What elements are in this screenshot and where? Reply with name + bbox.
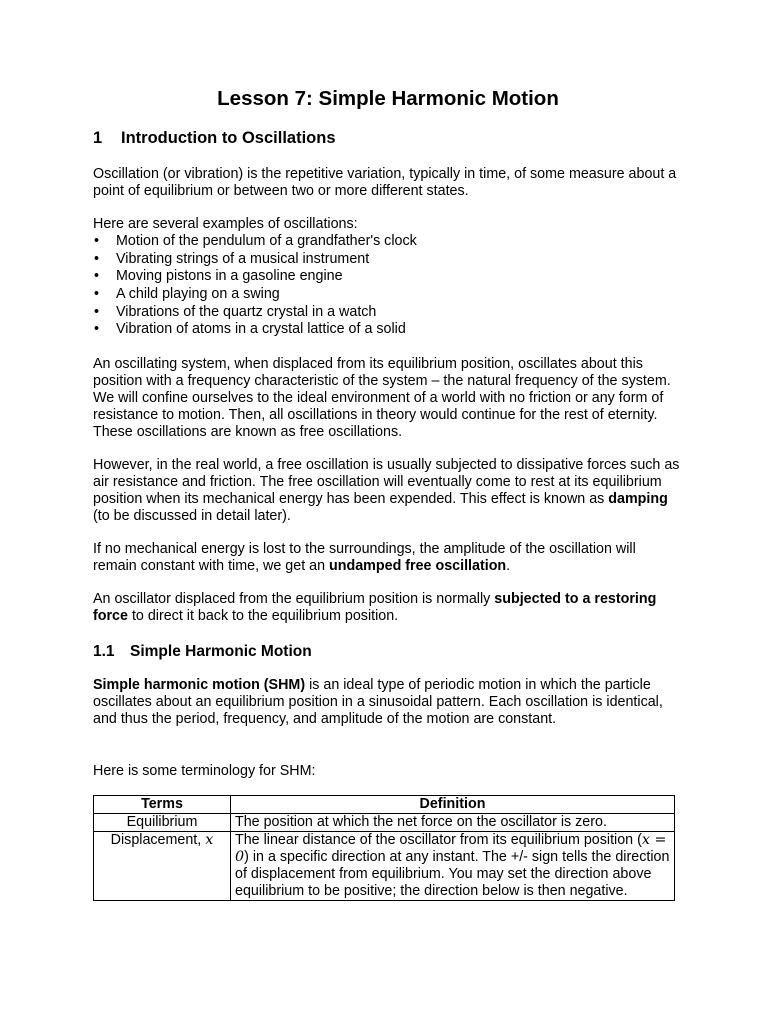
math-symbol: x xyxy=(205,832,214,848)
section-1-number: 1 xyxy=(93,129,103,147)
examples-list xyxy=(93,233,417,339)
bullet-icon: • xyxy=(94,268,100,285)
shm-paragraph: Simple harmonic motion (SHM) is an ideal type of periodic motion in which the particle oscillates about an equilibrium position in a sinusoidal pattern. Each oscillation is identical, and thus the period, frequency, and amplitude of the motion are constant. xyxy=(93,677,663,727)
column-header-definition: Definition xyxy=(231,796,675,814)
bullet-icon: • xyxy=(94,286,100,303)
restoring-paragraph: An oscillator displaced from the equilibrium position is normally subjected to a restoring force to direct it back to the equilibrium position. xyxy=(93,591,657,624)
list-item: • A child playing on a swing xyxy=(94,286,280,303)
document-page xyxy=(93,86,683,899)
term-cell: Displacement, x xyxy=(94,832,231,901)
list-item: • Vibrating strings of a musical instrument xyxy=(94,250,370,267)
table-header-row xyxy=(94,796,675,814)
terminology-table xyxy=(93,795,675,901)
list-item: • Vibration of atoms in a crystal lattice of a solid xyxy=(94,321,406,338)
bullet-icon: • xyxy=(94,303,100,320)
lesson-title: Lesson 7: Simple Harmonic Motion xyxy=(217,87,559,110)
undamped-paragraph: If no mechanical energy is lost to the surroundings, the amplitude of the oscillation will remain constant with time, we get an undamped free oscillation. xyxy=(93,541,636,574)
definition-cell: The linear distance of the oscillator from its equilibrium position (x = 0) in a specific direction at any instant. The +/- sign tells the direction of displacement from equilibrium. You may set the direction above equilibrium to be positive; the direction below is then negative. xyxy=(231,832,675,901)
terminology-lead: Here is some terminology for SHM: xyxy=(93,763,316,779)
list-item: • Moving pistons in a gasoline engine xyxy=(94,268,343,285)
math-expression: x = 0 xyxy=(235,832,667,865)
column-header-terms: Terms xyxy=(94,796,231,814)
damping-term: damping xyxy=(608,491,668,507)
section-1-1-number: 1.1 xyxy=(93,643,115,660)
list-item: • Vibrations of the quartz crystal in a watch xyxy=(94,303,377,320)
table-row xyxy=(94,814,675,832)
intro-paragraph: Oscillation (or vibration) is the repetitive variation, typically in time, of some measure about a point of equilibrium or between two or more different states. xyxy=(93,166,677,199)
undamped-term: undamped free oscillation xyxy=(329,558,507,574)
damping-paragraph: However, in the real world, a free oscillation is usually subjected to dissipative forces such as air resistance and friction. The free oscillation will eventually come to rest at its equilibrium position when its mechanical energy has been expended. This effect is known as damping (to be discussed in detail later). xyxy=(93,457,680,524)
bullet-icon: • xyxy=(94,250,100,267)
shm-term: Simple harmonic motion (SHM) xyxy=(93,677,306,693)
list-item: • Motion of the pendulum of a grandfather's clock xyxy=(94,233,417,249)
section-1-1-title: Simple Harmonic Motion xyxy=(130,643,312,660)
free-oscillation-paragraph: An oscillating system, when displaced from its equilibrium position, oscillates about this position with a frequency characteristic of the system – the natural frequency of the system. We will confine ourselves to the ideal environment of a world with no friction or any form of resistance to motion. Then, all oscillations in theory would continue for the rest of eternity. These oscillations are known as free oscillations. xyxy=(93,356,671,440)
section-1-title: Introduction to Oscillations xyxy=(121,129,336,147)
term-cell: Equilibrium xyxy=(94,814,231,832)
section-1-1-heading xyxy=(93,642,312,662)
restoring-term: subjected to a restoring force xyxy=(93,591,657,624)
table-row xyxy=(94,832,675,901)
definition-cell: The position at which the net force on the oscillator is zero. xyxy=(231,814,675,832)
bullet-icon: • xyxy=(94,233,100,249)
examples-lead: Here are several examples of oscillations: xyxy=(93,216,358,232)
section-1-heading xyxy=(93,128,336,148)
bullet-icon: • xyxy=(94,321,100,338)
